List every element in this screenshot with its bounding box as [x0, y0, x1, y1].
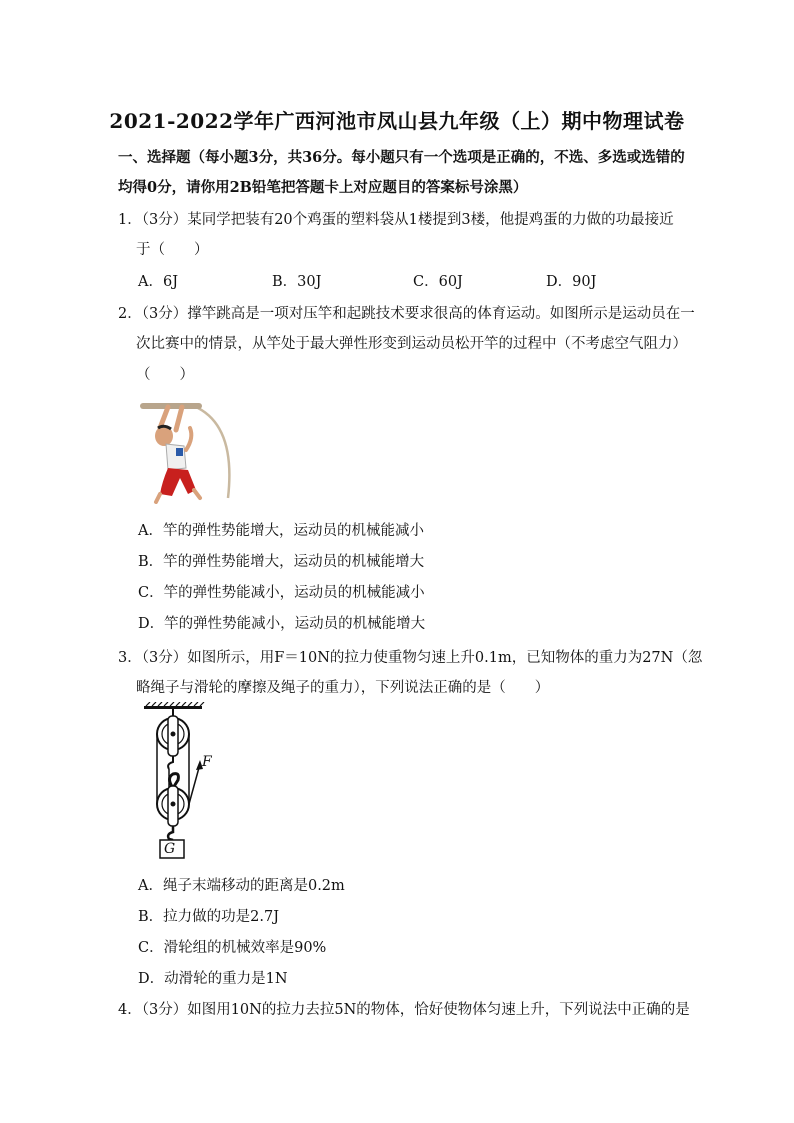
question-2-option-b: B．竿的弹性势能增大，运动员的机械能增大 — [138, 554, 425, 570]
section-heading-line-1: 一、选择题（每小题3分，共36分。每小题只有一个选项是正确的，不选、多选或选错的 — [118, 149, 685, 166]
section-heading-line-2: 均得0分，请你用2B铅笔把答题卡上对应题目的答案标号涂黑） — [118, 179, 528, 196]
question-4-line-1: 4．（3分）如图用10N的拉力去拉5N的物体，恰好使物体匀速上升，下列说法中正确的是 — [118, 1002, 690, 1018]
weight-label: G — [164, 841, 176, 857]
force-label: F — [202, 754, 212, 770]
question-3-option-a: A．绳子末端移动的距离是0.2m — [138, 878, 345, 894]
question-2-option-a: A．竿的弹性势能增大，运动员的机械能减小 — [138, 523, 424, 539]
question-2-line-3: （ ） — [136, 367, 194, 383]
question-3-option-d: D．动滑轮的重力是1N — [138, 971, 288, 987]
question-1-option-b: B．30J — [272, 274, 322, 290]
question-3-option-b: B．拉力做的功是2.7J — [138, 909, 280, 925]
question-1-option-d: D．90J — [546, 274, 597, 290]
question-2-option-c: C．竿的弹性势能减小，运动员的机械能减小 — [138, 585, 425, 601]
pole-vault-figure — [138, 398, 236, 504]
pulley-figure — [138, 702, 228, 862]
question-2-option-d: D．竿的弹性势能减小，运动员的机械能增大 — [138, 616, 426, 632]
question-1-option-a: A．6J — [138, 274, 179, 290]
question-1-line-1: 1．（3分）某同学把装有20个鸡蛋的塑料袋从1楼提到3楼，他提鸡蛋的力做的功最接近 — [118, 212, 674, 228]
question-2-line-1: 2．（3分）撑竿跳高是一项对压竿和起跳技术要求很高的体育运动。如图所示是运动员在一 — [118, 306, 695, 322]
exam-title: 2021-2022学年广西河池市凤山县九年级（上）期中物理试卷 — [109, 109, 685, 133]
question-1-option-c: C．60J — [413, 274, 463, 290]
question-3-line-2: 略绳子与滑轮的摩擦及绳子的重力），下列说法正确的是（ ） — [136, 680, 550, 696]
question-3-option-c: C．滑轮组的机械效率是90% — [138, 940, 327, 956]
question-3-line-1: 3．（3分）如图所示，用F＝10N的拉力使重物匀速上升0.1m，已知物体的重力为27N（忽 — [118, 650, 703, 666]
question-2-line-2: 次比赛中的情景，从竿处于最大弹性形变到运动员松开竿的过程中（不考虑空气阻力） — [136, 336, 687, 352]
question-1-line-2: 于（ ） — [136, 242, 209, 258]
